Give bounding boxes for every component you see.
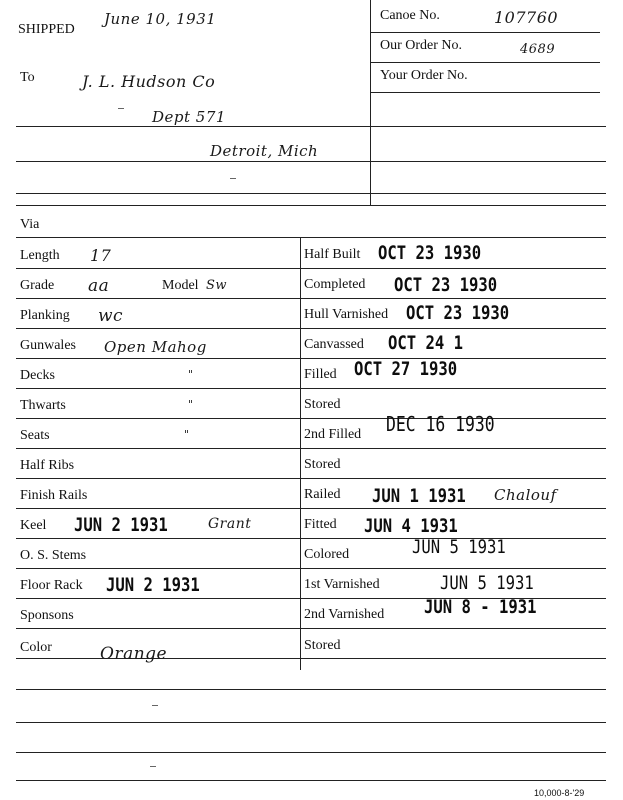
seats-label: Seats (20, 428, 50, 443)
canvassed-stamp: OCT 24 1 (388, 332, 464, 354)
os-stems-label: O. S. Stems (20, 548, 87, 563)
shipped-label: SHIPPED (18, 22, 75, 37)
rule (16, 358, 606, 359)
thwarts-label: Thwarts (20, 398, 66, 413)
filled-stamp: OCT 27 1930 (354, 358, 458, 380)
thwarts-value: " (188, 398, 194, 411)
planking-value: wc (98, 306, 124, 326)
rule (16, 689, 606, 690)
half-built-stamp: OCT 23 1930 (378, 242, 482, 264)
to-address-line2: Dept 571 (152, 108, 226, 126)
floor-rack-stamp: JUN 2 1931 (106, 574, 200, 596)
rule (16, 328, 606, 329)
tick-mark (150, 766, 156, 767)
canvassed-label: Canvassed (304, 337, 364, 352)
grade-label: Grade (20, 278, 55, 293)
grade-value: aa (88, 276, 110, 296)
railed-signature: Chalouf (494, 486, 557, 504)
your-order-label: Your Order No. (380, 68, 468, 83)
length-value: 17 (90, 246, 112, 265)
hull-varnished-label: Hull Varnished (304, 307, 389, 322)
second-varnished-label: 2nd Varnished (304, 607, 385, 622)
fitted-label: Fitted (304, 517, 337, 532)
length-label: Length (20, 248, 60, 263)
to-address-line1: J. L. Hudson Co (82, 72, 216, 91)
rule (16, 448, 606, 449)
gunwales-value: Open Mahog (104, 338, 207, 356)
rule (16, 161, 606, 162)
rule (370, 32, 600, 33)
model-label: Model (162, 278, 199, 293)
fitted-stamp: JUN 4 1931 (364, 515, 458, 537)
second-varnished-stamp: JUN 8 - 1931 (424, 596, 537, 618)
canoe-no-value: 107760 (494, 8, 559, 27)
rule (16, 193, 606, 194)
header-divider (370, 0, 371, 205)
finish-rails-label: Finish Rails (20, 488, 88, 503)
stored-label-2: Stored (304, 457, 341, 472)
rule (370, 92, 600, 93)
gunwales-label: Gunwales (20, 338, 76, 353)
canoe-no-label: Canoe No. (380, 8, 440, 23)
rule (16, 752, 606, 753)
rule (16, 205, 606, 206)
hull-varnished-stamp: OCT 23 1930 (406, 302, 510, 324)
keel-label: Keel (20, 518, 47, 533)
to-label: To (20, 70, 35, 85)
keel-signature: Grant (208, 516, 252, 532)
to-address-line3: Detroit, Mich (210, 142, 319, 160)
seats-value: " (184, 428, 190, 441)
print-code: 10,000-8-'29 (534, 788, 585, 798)
via-label: Via (20, 217, 40, 232)
rule (16, 780, 606, 781)
railed-label: Railed (304, 487, 341, 502)
rule (16, 478, 606, 479)
tick-mark (152, 705, 158, 706)
rule (16, 237, 606, 238)
railed-stamp: JUN 1 1931 (372, 485, 466, 507)
second-filled-stamp: DEC 16 1930 (386, 412, 495, 436)
stored-label-3: Stored (304, 638, 341, 653)
rule (16, 388, 606, 389)
decks-value: " (188, 368, 194, 381)
first-varnished-stamp: JUN 5 1931 (440, 572, 534, 594)
rule (16, 722, 606, 723)
rule (16, 268, 606, 269)
rule (16, 126, 606, 127)
rule (16, 568, 606, 569)
stored-label-1: Stored (304, 397, 341, 412)
half-built-label: Half Built (304, 247, 361, 262)
second-filled-label: 2nd Filled (304, 427, 362, 442)
color-label: Color (20, 640, 52, 655)
rule (16, 418, 606, 419)
rule (16, 538, 606, 539)
completed-stamp: OCT 23 1930 (394, 274, 498, 296)
half-ribs-label: Half Ribs (20, 458, 75, 473)
keel-stamp: JUN 2 1931 (74, 514, 168, 536)
column-divider (300, 237, 301, 670)
planking-label: Planking (20, 308, 70, 323)
rule (16, 298, 606, 299)
shipped-date: June 10, 1931 (104, 10, 217, 28)
our-order-value: 4689 (520, 42, 556, 57)
colored-stamp: JUN 5 1931 (412, 536, 506, 558)
first-varnished-label: 1st Varnished (304, 577, 380, 592)
rule (370, 62, 600, 63)
rule (16, 628, 606, 629)
tick-mark (118, 108, 124, 109)
floor-rack-label: Floor Rack (20, 578, 83, 593)
colored-label: Colored (304, 547, 350, 562)
sponsons-label: Sponsons (20, 608, 74, 623)
filled-label: Filled (304, 367, 337, 382)
rule (16, 508, 606, 509)
color-value: Orange (100, 644, 168, 664)
decks-label: Decks (20, 368, 55, 383)
completed-label: Completed (304, 277, 366, 292)
tick-mark (230, 178, 236, 179)
model-value: Sw (206, 278, 228, 293)
our-order-label: Our Order No. (380, 38, 463, 53)
